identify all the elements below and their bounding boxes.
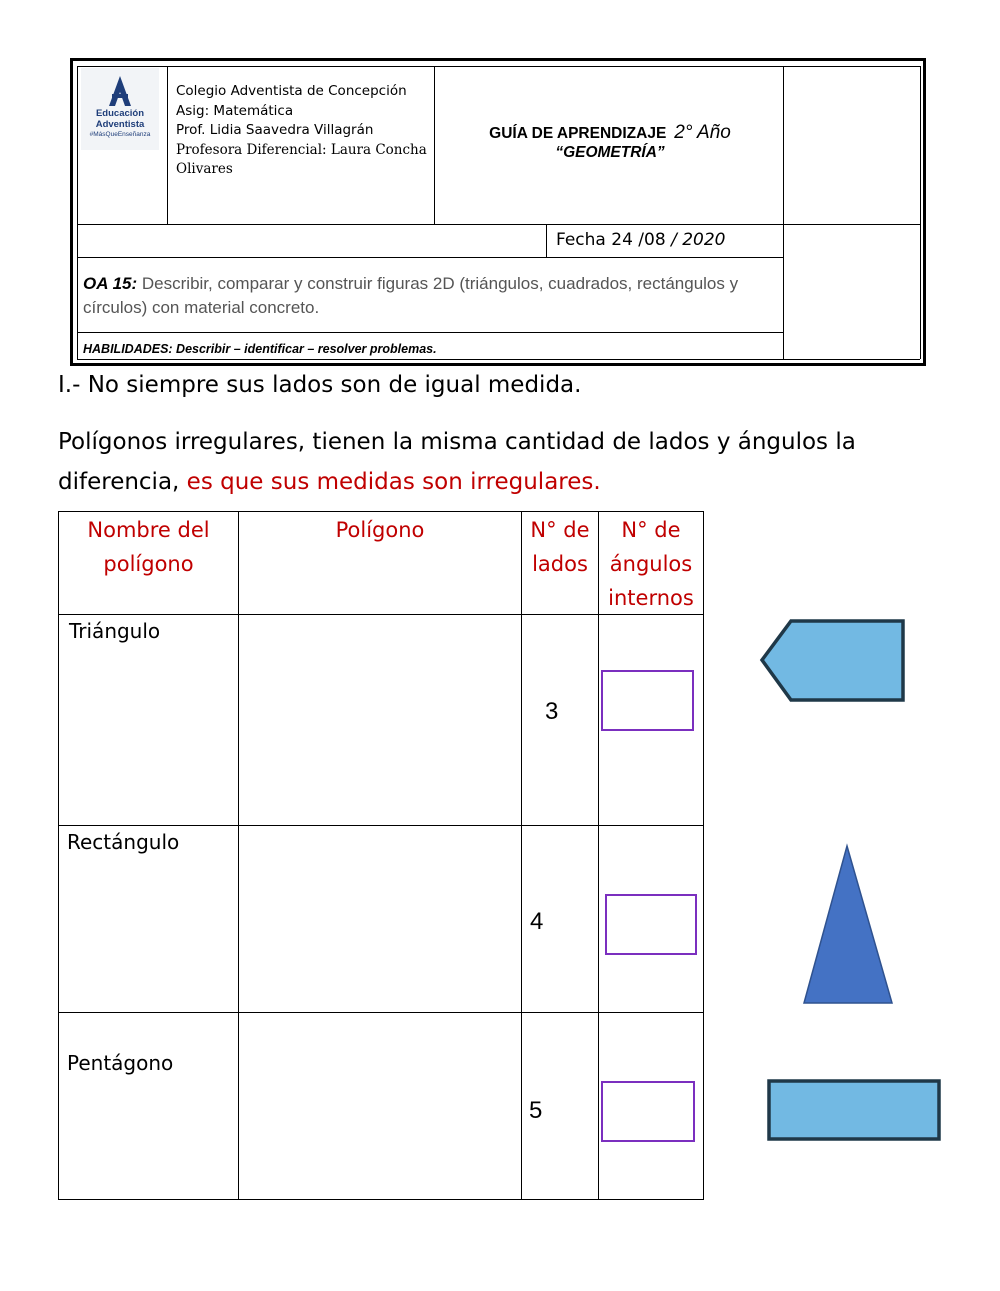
special-teacher-line: Profesora Diferencial: Laura Concha <box>176 141 427 158</box>
header-name-line2: polígono <box>103 552 194 576</box>
table-line <box>521 511 522 1200</box>
header-angles-line1: N° de <box>621 518 681 542</box>
header-name-line1: Nombre del <box>87 518 210 542</box>
school-name: Colegio Adventista de Concepción <box>176 83 407 99</box>
intro-highlight: es que sus medidas son irregulares. <box>186 469 601 495</box>
pentagon-shape[interactable] <box>755 615 910 707</box>
table-line <box>703 511 704 1200</box>
rectangle-shape[interactable] <box>765 1077 945 1145</box>
school-info <box>176 82 427 180</box>
header-inner-top <box>77 66 920 67</box>
subject-line: Asig: Matemática <box>176 102 294 119</box>
angles-answer-box-pentagon[interactable] <box>601 1081 695 1142</box>
objective <box>83 272 773 320</box>
logo-mark-icon <box>81 72 159 112</box>
header-sides-line2: lados <box>532 552 588 576</box>
guide-title-block <box>436 122 784 162</box>
row-name-triangle: Triángulo <box>69 619 161 643</box>
logo-line1: Educación <box>95 108 145 119</box>
table-line <box>58 1012 704 1013</box>
angles-answer-box-triangle[interactable] <box>601 670 694 731</box>
guide-subject: “GEOMETRÍA” <box>555 144 665 161</box>
logo-line3: #MásQueEnseñanza <box>89 131 151 138</box>
header-angles-line3: internos <box>608 586 694 610</box>
special-teacher-line-2: Olivares <box>176 161 233 177</box>
date-year: / 2020 <box>671 230 726 250</box>
header-angles-line2: ángulos <box>609 552 693 576</box>
header-divider <box>77 224 920 225</box>
objective-code: OA 15: <box>83 274 138 293</box>
section-heading: I.- No siempre sus lados son de igual medida. <box>58 372 582 398</box>
header-divider <box>546 224 547 257</box>
date-label: Fecha 24 /08 <box>556 230 666 250</box>
grade: 2° Año <box>674 122 731 143</box>
header-inner-right <box>920 66 921 359</box>
row-name-pentagon: Pentágono <box>67 1051 174 1075</box>
header-angles <box>599 513 703 615</box>
objective-text: Describir, comparar y construir figuras 2D (triángulos, cuadrados, rectángulos y círculos) con material concreto. <box>83 274 739 317</box>
table-line <box>58 1199 704 1200</box>
triangle-shape[interactable] <box>800 842 896 1008</box>
row-name-rectangle: Rectángulo <box>67 830 180 854</box>
school-logo <box>81 68 159 150</box>
row-sides-rectangle: 4 <box>530 908 544 935</box>
row-sides-triangle: 3 <box>545 698 559 725</box>
logo-line2: Adventista <box>95 119 145 130</box>
header-divider <box>167 66 168 224</box>
table-line <box>58 511 59 1200</box>
header-divider <box>783 66 784 359</box>
teacher-line: Prof. Lidia Saavedra Villagrán <box>176 122 374 138</box>
header-sides <box>522 513 598 581</box>
row-sides-pentagon: 5 <box>529 1097 543 1124</box>
skills: HABILIDADES: Describir – identificar – resolver problemas. <box>83 342 437 356</box>
table-line <box>58 825 704 826</box>
header-inner-left <box>77 66 78 359</box>
header-divider <box>77 257 783 258</box>
header-divider <box>77 332 783 333</box>
header-sides-line1: N° de <box>530 518 590 542</box>
header-divider <box>434 66 435 224</box>
intro-text: Polígonos irregulares, tienen la misma cantidad de lados y ángulos la diferencia, <box>58 429 856 495</box>
table-line <box>238 511 239 1200</box>
table-line <box>58 511 704 512</box>
header-name <box>59 513 238 581</box>
date <box>556 230 725 250</box>
header-polygon: Polígono <box>335 518 425 542</box>
angles-answer-box-rectangle[interactable] <box>605 894 697 955</box>
intro-paragraph <box>58 422 958 502</box>
header-inner-bottom <box>77 359 920 360</box>
guide-title: GUÍA DE APRENDIZAJE <box>489 125 667 142</box>
